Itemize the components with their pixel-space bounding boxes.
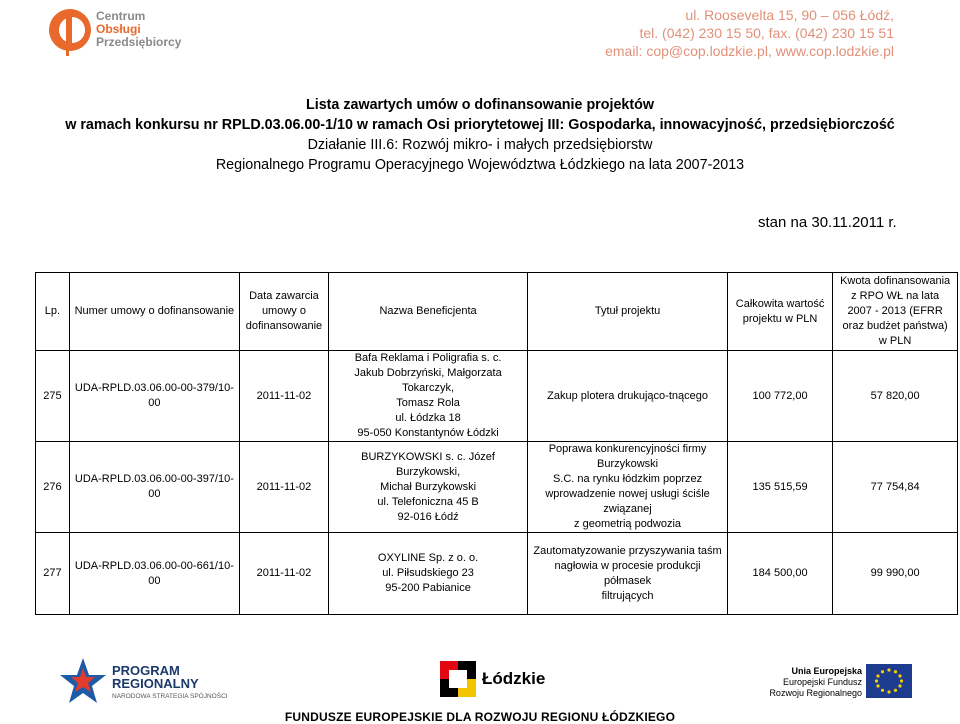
cop-logo [48, 4, 188, 60]
ben-line: Michał Burzykowski [380, 480, 477, 493]
program-title-1: PROGRAM [112, 663, 180, 678]
eu-text-2: Europejski Fundusz [782, 677, 862, 687]
status-date: stan na 30.11.2011 r. [758, 214, 897, 231]
header-rpo-l2: z RPO WŁ na lata [851, 290, 940, 302]
ben-line: OXYLINE Sp. z o. o. [377, 552, 479, 564]
lodzkie-logo [440, 661, 550, 701]
ben-line: 95-050 Konstantynów Łódzki [357, 427, 499, 439]
ben-line: Tomasz Rola [396, 397, 460, 409]
header-total-l2: projektu w PLN [742, 312, 818, 325]
cell-title [528, 533, 728, 615]
cell-rpo: 77 754,84 [833, 442, 958, 533]
title-line-3: Działanie III.6: Rozwój mikro- i małych przedsiębiorstw [307, 137, 653, 153]
title-line: filtrujących [601, 589, 654, 602]
title-line: wprowadzenie nowej usługi ściśle związanej [545, 488, 710, 515]
contact-email[interactable]: email: cop@cop.lodzkie.pl, www.cop.lodzkie.pl [605, 43, 894, 59]
header-total-l1: Całkowita wartość [735, 297, 825, 310]
ben-line: 95-200 Pabianice [385, 582, 471, 594]
ben-line: BURZYKOWSKI s. c. Józef Burzykowski, [361, 450, 495, 478]
header-rpo-l1: Kwota dofinansowania [840, 275, 951, 287]
cell-lp: 277 [36, 533, 70, 615]
cell-title [528, 442, 728, 533]
cell-number: UDA-RPLD.03.06.00-00-379/10-00 [69, 351, 239, 442]
header-date-l1: Data zawarcia [249, 290, 319, 302]
ben-line: Jakub Dobrzyński, Małgorzata Tokarczyk, [354, 367, 502, 394]
cell-number: UDA-RPLD.03.06.00-00-661/10-00 [69, 533, 239, 615]
header-rpo-l3: 2007 - 2013 (EFRR [847, 305, 943, 317]
eu-flag-icon [866, 664, 912, 698]
eu-text-1: Unia Europejska [791, 666, 862, 676]
eu-logo [742, 662, 912, 702]
title-line: Poprawa konkurencyjności firmy Burzykowski [548, 443, 707, 470]
logo-text-1: Centrum [96, 9, 146, 23]
cell-rpo: 99 990,00 [833, 533, 958, 615]
header-date [240, 273, 329, 351]
ben-line: ul. Piłsudskiego 23 [382, 567, 474, 579]
cell-date: 2011-11-02 [240, 442, 329, 533]
title-line: Zautomatyzowanie przyszywania taśm [533, 544, 722, 557]
cop-logo-icon [48, 4, 92, 56]
program-title-2: REGIONALNY [112, 676, 199, 691]
title-line: Zakup plotera drukująco-tnącego [547, 389, 708, 402]
cell-number: UDA-RPLD.03.06.00-00-397/10-00 [69, 442, 239, 533]
ben-line: ul. Łódzka 18 [395, 412, 461, 424]
lodzkie-text: Łódzkie [482, 669, 546, 688]
title-line: S.C. na rynku łódzkim poprzez [552, 473, 703, 485]
cell-beneficiary [328, 533, 527, 615]
title-line: z geometrią podwozia [574, 518, 682, 530]
header-rpo-l5: w PLN [878, 335, 912, 347]
ben-line: Bafa Reklama i Poligrafia s. c. [354, 352, 502, 364]
cell-date: 2011-11-02 [240, 351, 329, 442]
header-number: Numer umowy o dofinansowanie [69, 273, 239, 351]
title-line-1: Lista zawartych umów o dofinansowanie projektów [306, 97, 654, 113]
ben-line: ul. Telefoniczna 45 B [377, 495, 479, 508]
cell-beneficiary [328, 351, 527, 442]
table-row [36, 442, 958, 533]
cell-total: 184 500,00 [727, 533, 832, 615]
cell-beneficiary [328, 442, 527, 533]
header-rpo [833, 273, 958, 351]
document-title [0, 95, 960, 175]
lodzkie-emblem-icon [440, 661, 476, 697]
program-subtitle: NARODOWA STRATEGIA SPÓJNOŚCI [112, 693, 228, 700]
cell-lp: 276 [36, 442, 70, 533]
footer-slogan: FUNDUSZE EUROPEJSKIE DLA ROZWOJU REGIONU ŁÓDZKIEGO [284, 710, 676, 724]
program-star-icon [58, 656, 108, 706]
program-regionalny-logo [58, 656, 258, 706]
cell-total: 100 772,00 [727, 351, 832, 442]
title-line: nagłowia w procesie produkcji półmasek [554, 559, 701, 587]
logo-text-2: Obsługi [96, 22, 141, 36]
cell-rpo: 57 820,00 [833, 351, 958, 442]
header-date-l3: dofinansowanie [245, 320, 323, 332]
contact-info [605, 6, 894, 60]
ben-line: 92-016 Łódź [397, 510, 459, 523]
table-row [36, 533, 958, 615]
eu-text-3: Rozwoju Regionalnego [769, 688, 862, 698]
cell-title [528, 351, 728, 442]
table-header-row [36, 273, 958, 351]
contracts-table [35, 272, 958, 615]
header-date-l2: umowy o [261, 305, 306, 317]
table-row [36, 351, 958, 442]
cell-date: 2011-11-02 [240, 533, 329, 615]
contact-address: ul. Roosevelta 15, 90 – 056 Łódź, [685, 7, 894, 23]
title-line-2: w ramach konkursu nr RPLD.03.06.00-1/10 w ramach Osi priorytetowej III: Gospodarka, innowacyjność, przedsiębiorczość [65, 117, 895, 133]
cell-total: 135 515,59 [727, 442, 832, 533]
header-beneficiary: Nazwa Beneficjenta [328, 273, 527, 351]
logo-text-3: Przedsiębiorcy [96, 35, 182, 49]
header-rpo-l4: oraz budżet państwa) [842, 320, 948, 332]
contact-phone: tel. (042) 230 15 50, fax. (042) 230 15 51 [639, 25, 894, 41]
header-title: Tytuł projektu [528, 273, 728, 351]
header-lp: Lp. [36, 273, 70, 351]
header-total [727, 273, 832, 351]
title-line-4: Regionalnego Programu Operacyjnego Województwa Łódzkiego na lata 2007-2013 [215, 157, 745, 173]
cell-lp: 275 [36, 351, 70, 442]
